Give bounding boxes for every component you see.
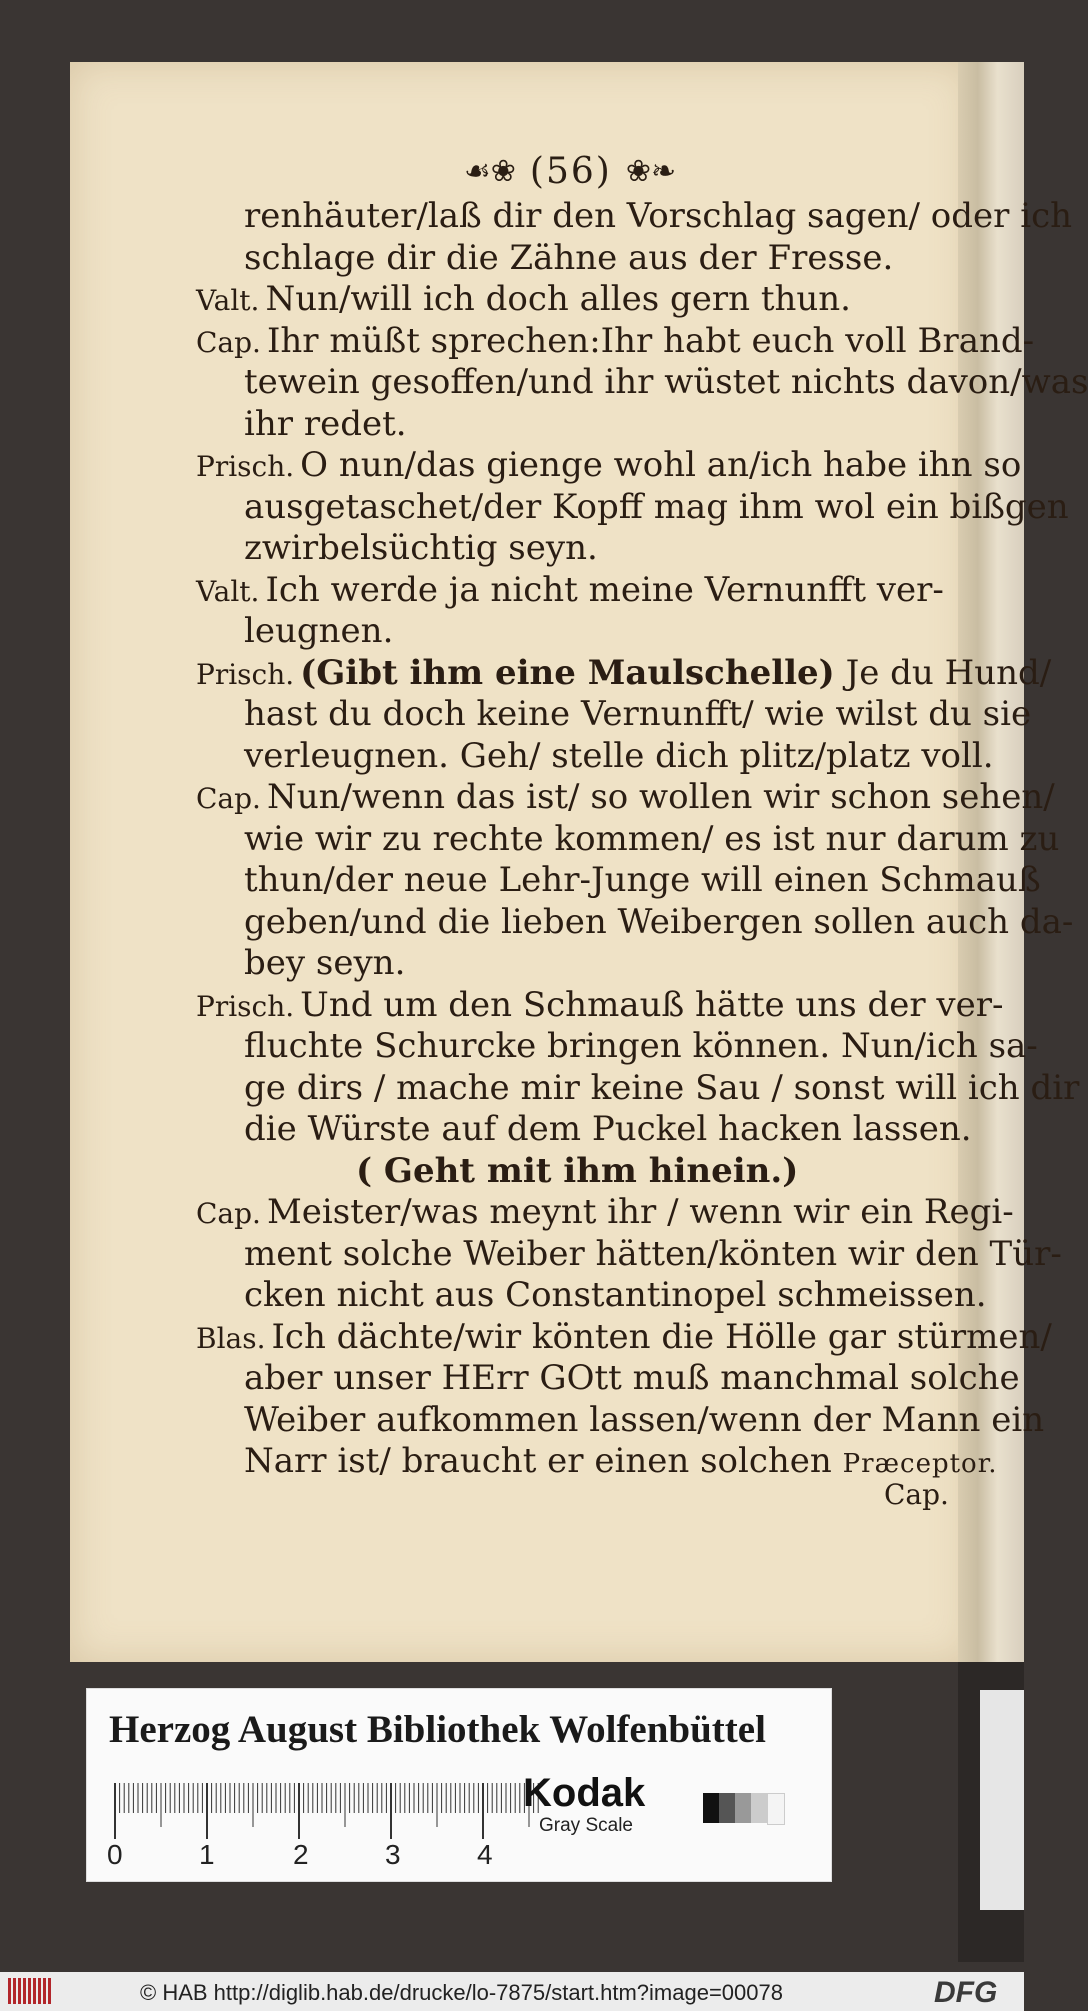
line-text: hast du doch keine Vernunfft/ wie wilst du sie: [244, 694, 1032, 734]
speaker-label: Prisch.: [196, 989, 295, 1023]
text-line: [196, 860, 1041, 902]
kodak-logo: Kodak: [523, 1771, 646, 1815]
copyright-link[interactable]: © HAB http://diglib.hab.de/drucke/lo-7875/start.htm?image=00078: [140, 1980, 783, 2005]
right-ornament-icon: ❀❧: [625, 153, 677, 189]
page-header: [440, 146, 700, 196]
text-line: [196, 486, 1069, 529]
text-line: [196, 611, 964, 653]
text-line: [196, 777, 1055, 819]
line-text: ment solche Weiber hätten/könten wir den Tür-: [244, 1233, 1062, 1274]
library-name: Herzog August Bibliothek Wolfenbüttel: [109, 1708, 766, 1751]
line-text: ge dirs / mache mir keine Sau / sonst will ich dir: [244, 1067, 1080, 1108]
ruler-number: 0: [107, 1839, 123, 1870]
text-line: [196, 1275, 987, 1317]
text-line: [196, 1358, 1020, 1400]
speaker-label: Cap.: [196, 1197, 261, 1230]
text-line: [196, 238, 964, 280]
ruler-number: 1: [199, 1839, 215, 1870]
speaker-label: Cap.: [196, 782, 261, 815]
stage-direction: (Gibt ihm eine Maulschelle): [300, 652, 835, 693]
text-line: [196, 528, 964, 570]
line-text: Ich dächte/wir könten die Hölle gar stürmen/: [271, 1316, 1052, 1357]
text-line: [196, 404, 964, 446]
text-line: [196, 1067, 1080, 1110]
text-line: [196, 362, 1088, 404]
left-ornament-icon: ☙❀: [463, 153, 516, 189]
latin-word: Præceptor.: [842, 1449, 998, 1479]
text-line: [196, 1399, 1045, 1442]
line-text: Ich werde ja nicht meine Vernunfft ver-: [265, 569, 944, 610]
text-line: [196, 901, 1074, 944]
line-text: thun/der neue Lehr-Junge will einen Schmauß: [244, 860, 1041, 900]
text-line: [196, 279, 964, 321]
text-line: [196, 196, 1073, 238]
speaker-label: Prisch.: [196, 657, 295, 691]
text-line: [196, 1316, 1052, 1359]
line-text: ausgetaschet/der Kopff mag ihm wol ein bißgen: [244, 486, 1069, 527]
line-text: tewein gesoffen/und ihr wüstet nichts davon/was: [244, 362, 1088, 402]
line-text: zwirbelsüchtig seyn.: [244, 528, 598, 568]
gray-scale-swatches: [703, 1793, 785, 1825]
line-text: Narr ist/ braucht er einen solchen: [244, 1441, 843, 1481]
page-text: [196, 196, 1088, 1483]
text-line: [196, 1192, 1014, 1234]
line-text: cken nicht aus Constantinopel schmeissen.: [244, 1275, 987, 1315]
line-text: verleugnen. Geh/ stelle dich plitz/platz voll.: [244, 735, 994, 776]
line-text: O nun/das gienge wohl an/ich habe ihn so: [300, 445, 1022, 485]
text-line: [196, 445, 1022, 487]
text-line: [196, 570, 964, 612]
line-text: fluchte Schurcke bringen können. Nun/ich sa-: [244, 1026, 1038, 1066]
line-text: die Würste auf dem Puckel hacken lassen.: [244, 1109, 972, 1149]
dfg-logo: DFG: [934, 1976, 998, 2009]
line-text: leugnen.: [244, 611, 394, 651]
line-text: Je du Hund/: [834, 652, 1052, 693]
line-text: geben/und die lieben Weibergen sollen auch da-: [244, 901, 1074, 942]
speaker-label: Prisch.: [196, 450, 295, 483]
text-line: [196, 1109, 972, 1151]
text-line: [196, 1026, 1038, 1068]
line-text: bey seyn.: [244, 943, 406, 983]
line-text: ihr redet.: [244, 403, 407, 444]
line-text: renhäuter/laß dir den Vorschlag sagen/ oder ich: [244, 196, 1073, 236]
line-text: Meister/was meynt ihr / wenn wir ein Regi-: [266, 1192, 1014, 1232]
hab-logo-icon: [8, 1978, 51, 2004]
library-card: [86, 1688, 832, 1882]
text-line: [196, 1441, 998, 1483]
line-text: Nun/will ich doch alles gern thun.: [265, 279, 851, 319]
ruler-number: 3: [385, 1839, 401, 1870]
line-text: Und um den Schmauß hätte uns der ver-: [300, 984, 1004, 1025]
ruler-number: 2: [293, 1839, 309, 1870]
footer-bar: [0, 1972, 1024, 2011]
text-line: [196, 735, 994, 778]
line-text: aber unser HErr GOtt muß manchmal solche: [244, 1358, 1020, 1398]
ruler: [113, 1779, 583, 1841]
text-line: [196, 984, 1004, 1027]
text-line: [196, 818, 1060, 861]
text-line: [196, 943, 964, 985]
speaker-label: Blas.: [196, 1321, 266, 1355]
text-line: [196, 1233, 1062, 1276]
catchword: Cap.: [884, 1478, 949, 1511]
kodak-subtitle: Gray Scale: [539, 1815, 633, 1836]
background-card: [980, 1690, 1024, 1910]
text-line: [196, 652, 1052, 695]
line-text: Weiber aufkommen lassen/wenn der Mann ein: [244, 1399, 1045, 1440]
line-text: wie wir zu rechte kommen/ es ist nur darum zu: [244, 818, 1060, 859]
text-line: [196, 320, 1035, 363]
text-line: [196, 1151, 964, 1193]
line-text: ( Geht mit ihm hinein.): [356, 1150, 799, 1191]
text-line: [196, 694, 1032, 736]
page-number: (56): [529, 150, 612, 192]
line-text: Nun/wenn das ist/ so wollen wir schon sehen/: [266, 777, 1055, 817]
speaker-label: Cap.: [196, 325, 261, 359]
ruler-number: 4: [477, 1839, 493, 1870]
line-text: Ihr müßt sprechen:Ihr habt euch voll Brand-: [266, 320, 1035, 361]
speaker-label: Valt.: [196, 574, 260, 608]
speaker-label: Valt.: [196, 284, 260, 317]
line-text: schlage dir die Zähne aus der Fresse.: [244, 237, 894, 278]
